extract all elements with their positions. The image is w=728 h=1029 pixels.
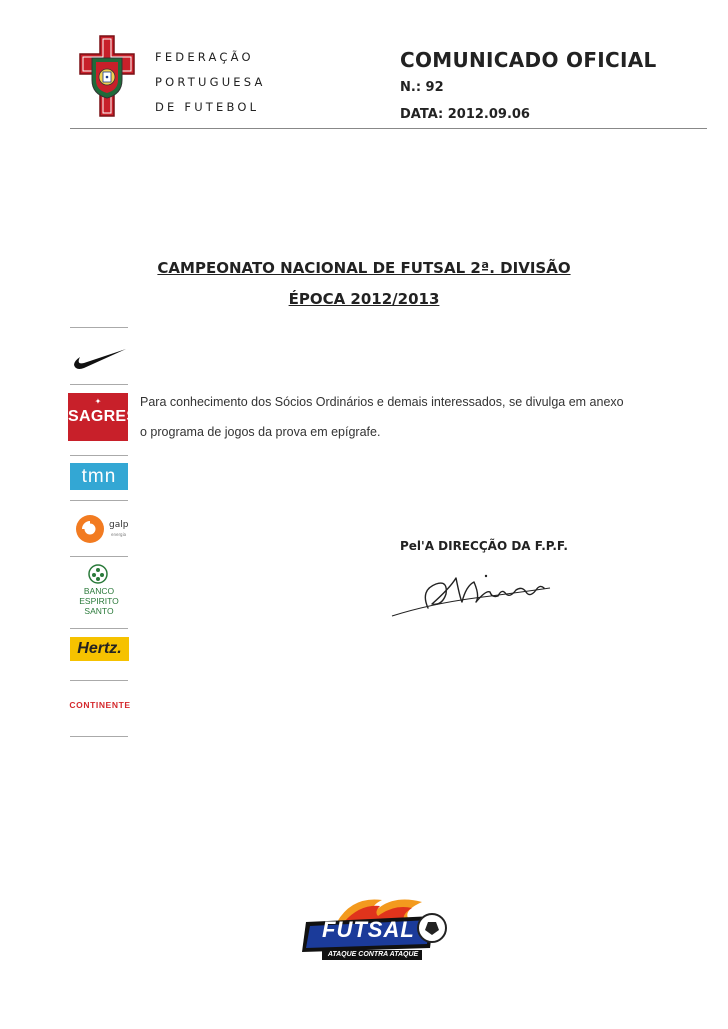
sponsor-divider bbox=[70, 327, 128, 328]
sagres-logo bbox=[68, 393, 138, 441]
header-divider bbox=[70, 128, 707, 129]
communique-number: N.: 92 bbox=[400, 80, 444, 95]
continente-logo: CONTINENTE bbox=[69, 700, 131, 710]
org-name-line-2: PORTUGUESA bbox=[155, 75, 266, 89]
bes-logo-icon bbox=[88, 564, 108, 584]
tmn-logo: tmn bbox=[70, 463, 128, 490]
communique-date: DATA: 2012.09.06 bbox=[400, 107, 530, 122]
sponsor-divider bbox=[70, 680, 128, 681]
fpf-crest-icon bbox=[78, 34, 136, 118]
body-paragraph-line-1: Para conhecimento dos Sócios Ordinários e demais interessados, se divulga em anexo bbox=[140, 395, 624, 409]
sagres-crest-icon: ✦ bbox=[94, 397, 102, 406]
futsal-logo-text: FUTSAL bbox=[322, 917, 415, 942]
document-season: ÉPOCA 2012/2013 bbox=[288, 290, 440, 308]
org-name-line-3: DE FUTEBOL bbox=[155, 100, 260, 114]
org-name-line-1: FEDERAÇÃO bbox=[155, 50, 254, 64]
bes-line-3: SANTO bbox=[84, 606, 114, 616]
sponsor-divider bbox=[70, 455, 128, 456]
sponsor-divider bbox=[70, 500, 128, 501]
communique-title: COMUNICADO OFICIAL bbox=[400, 48, 657, 72]
galp-logo-subtext: energia bbox=[111, 532, 127, 537]
sponsor-divider bbox=[70, 736, 128, 737]
sagres-logo-text: SAGRES bbox=[68, 408, 138, 425]
signature-attribution: Pel'A DIRECÇÃO DA F.P.F. bbox=[400, 539, 568, 553]
sponsor-divider bbox=[70, 628, 128, 629]
bes-logo-text bbox=[70, 586, 128, 616]
nike-logo bbox=[70, 335, 128, 375]
body-paragraph-line-2: o programa de jogos da prova em epígrafe. bbox=[140, 425, 381, 439]
bes-line-1: BANCO bbox=[83, 586, 115, 596]
bes-line-2: ESPIRITO bbox=[79, 596, 119, 606]
handwritten-signature bbox=[390, 568, 555, 620]
futsal-logo-tagline: ATAQUE CONTRA ATAQUE bbox=[327, 951, 419, 958]
galp-logo-text: galp bbox=[109, 520, 129, 530]
hertz-logo: Hertz. bbox=[70, 637, 129, 661]
sponsor-divider bbox=[70, 556, 128, 557]
sponsor-divider bbox=[70, 384, 128, 385]
document-title: CAMPEONATO NACIONAL DE FUTSAL 2ª. DIVISÃO bbox=[157, 259, 571, 277]
